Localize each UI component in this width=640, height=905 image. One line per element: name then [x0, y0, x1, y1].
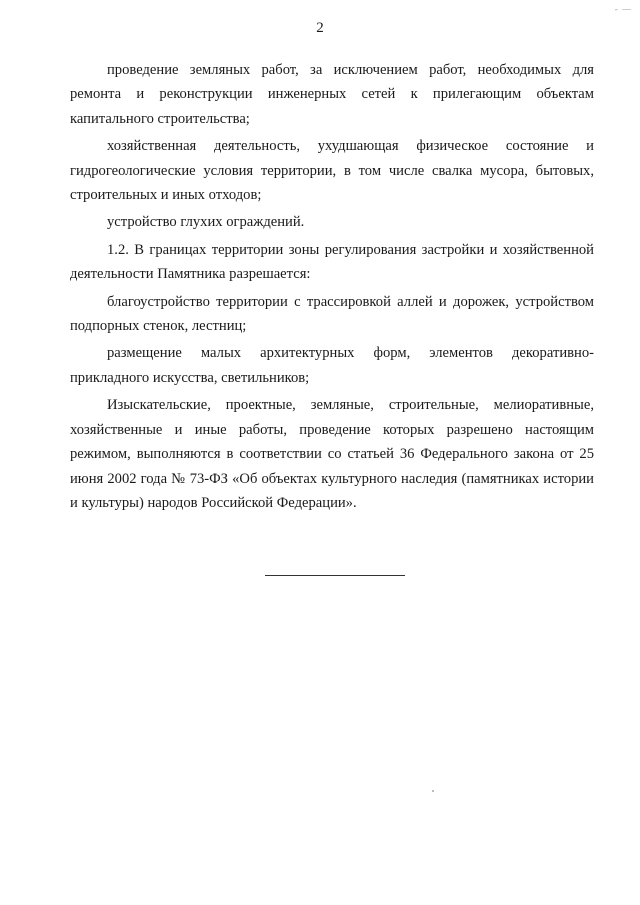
scan-speck — [432, 790, 434, 792]
paragraph-landscaping-permitted: благоустройство территории с трассировкой аллей и дорожек, устройством подпорных стенок, лестниц; — [70, 293, 594, 335]
corner-scan-mark: - — — [614, 4, 632, 14]
paragraph-economic-activity-restriction: хозяйственная деятельность, ухудшающая физическое состояние и гидрогеологические условия территории, в том числе свалка мусора, бытовых, строительных и иных отходов; — [70, 138, 594, 204]
paragraph-small-forms-permitted: размещение малых архитектурных форм, элементов декоративно-прикладного искусства, светильников; — [70, 345, 594, 386]
paragraph-works-per-federal-law: Изыскательские, проектные, земляные, строительные, мелиоративные, хозяйственные и иные работы, проведение которых разрешено настоящим режимом, выполняются в соответствии со статьей 36 Федерального закона от 25 июня 2002 года № 73-ФЗ «Об объектах культурного наследия (памятниках истории и культуры) народов Российской Федерации». — [70, 397, 594, 511]
paragraph-section-1-2-heading: 1.2. В границах территории зоны регулирования застройки и хозяйственной деятельности Памятника разрешается: — [70, 241, 594, 283]
end-of-text-rule — [265, 575, 405, 576]
paragraph-earthworks-restriction: проведение земляных работ, за исключением работ, необходимых для ремонта и реконструкции инженерных сетей к прилегающим объектам капитального строительства; — [70, 62, 594, 127]
paragraph-solid-fences-restriction: устройство глухих ограждений. — [107, 214, 305, 231]
document-body — [70, 58, 594, 515]
page-number: 2 — [316, 20, 324, 36]
